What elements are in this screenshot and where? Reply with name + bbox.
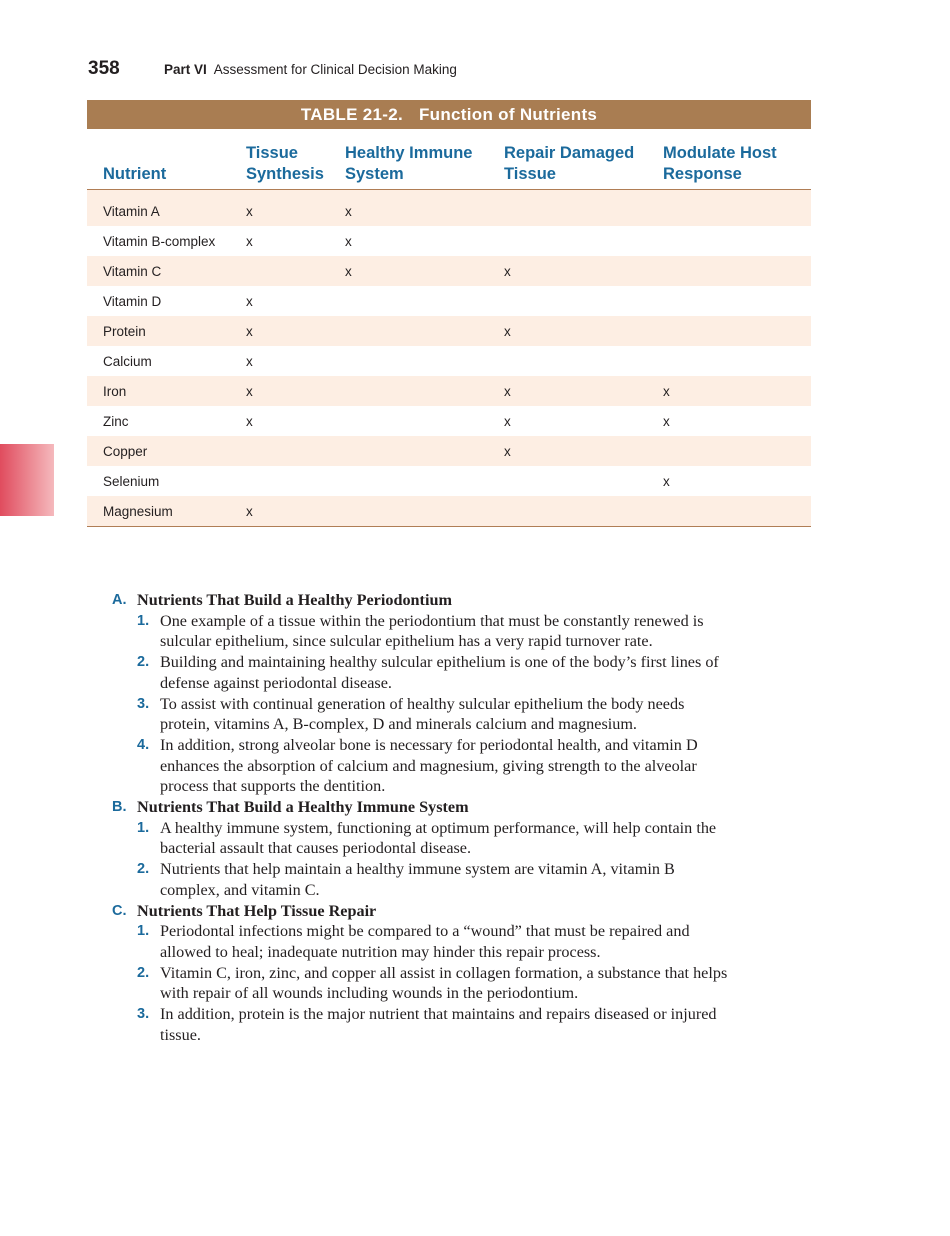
function-mark-cell <box>663 256 811 286</box>
part-label: Part VI <box>164 62 207 77</box>
page-number: 358 <box>88 58 120 79</box>
item-number: 4. <box>137 736 150 753</box>
item-number: 2. <box>137 964 150 981</box>
outline-item <box>137 694 732 735</box>
function-mark-cell: x <box>504 316 663 346</box>
item-number: 1. <box>137 819 150 836</box>
outline-item <box>137 652 732 693</box>
item-text: One example of a tissue within the periodontium that must be constantly renewed is sulcular epithelium, since sulcular epithelium has a very rapid turnover rate. <box>160 611 704 651</box>
item-number: 2. <box>137 654 150 671</box>
outline-item <box>137 859 732 900</box>
function-mark-cell <box>663 226 811 256</box>
column-header-line: Nutrient <box>103 164 167 183</box>
function-mark-cell <box>504 496 663 527</box>
column-header <box>663 129 811 189</box>
nutrient-name-cell: Calcium <box>103 353 152 369</box>
table-grid <box>87 129 811 527</box>
nutrient-name-cell: Vitamin D <box>103 293 162 309</box>
section-heading: Nutrients That Help Tissue Repair <box>137 901 377 920</box>
function-mark-cell <box>345 346 504 376</box>
item-text: In addition, protein is the major nutrient that maintains and repairs diseased or injured tissue. <box>160 1005 717 1044</box>
function-mark-cell: x <box>246 496 345 527</box>
function-mark-cell <box>663 316 811 346</box>
section-heading: Nutrients That Build a Healthy Periodontium <box>137 591 452 609</box>
table-row <box>87 406 811 436</box>
section-heading: Nutrients That Build a Healthy Immune System <box>137 798 469 817</box>
page-header <box>88 58 457 82</box>
table-row <box>87 316 811 346</box>
nutrient-name-cell: Protein <box>87 316 246 346</box>
table-row <box>87 286 811 316</box>
outline-section <box>112 797 732 901</box>
nutrient-name-cell: Iron <box>87 376 246 406</box>
function-mark-cell: x <box>246 233 253 249</box>
table-row <box>87 496 811 527</box>
function-mark-cell: x <box>246 413 253 429</box>
function-mark-cell <box>504 346 663 376</box>
function-mark-cell <box>663 286 811 316</box>
item-number: 3. <box>137 1006 150 1023</box>
table-row <box>87 376 811 406</box>
table-number: TABLE 21-2. <box>300 104 403 124</box>
function-mark-cell: x <box>663 413 670 429</box>
function-mark-cell <box>345 496 504 527</box>
outline-item <box>137 963 732 1004</box>
function-mark-cell <box>504 466 663 496</box>
item-number: 1. <box>137 923 150 940</box>
section-letter: B. <box>112 799 127 816</box>
function-mark-cell <box>345 316 504 346</box>
column-header <box>246 129 345 189</box>
item-number: 2. <box>137 861 150 878</box>
outline-section <box>112 590 732 797</box>
column-header-line: Response <box>663 164 742 183</box>
item-text: Nutrients that help maintain a healthy immune system are vitamin A, vitamin B complex, and vitamin C. <box>160 860 675 899</box>
table-title: Function of Nutrients <box>419 104 598 124</box>
outline-item <box>137 1004 732 1045</box>
function-mark-cell <box>504 286 663 316</box>
table-row <box>87 346 811 376</box>
column-header-line: Synthesis <box>246 164 324 183</box>
function-mark-cell <box>345 436 504 466</box>
part-title: Assessment for Clinical Decision Making <box>213 62 457 77</box>
nutrient-function-table <box>87 100 811 527</box>
nutrient-name-cell: Selenium <box>103 473 160 489</box>
nutrient-name-cell: Magnesium <box>87 496 246 527</box>
function-mark-cell: x <box>345 256 504 286</box>
column-header-line: Healthy Immune <box>345 143 473 162</box>
column-header <box>87 129 246 189</box>
function-mark-cell <box>504 189 663 226</box>
table-row <box>87 466 811 496</box>
function-mark-cell <box>345 466 504 496</box>
function-mark-cell <box>246 256 345 286</box>
nutrient-name-cell: Vitamin A <box>87 189 246 226</box>
table-row <box>87 436 811 466</box>
table-body <box>87 189 811 527</box>
column-header-line: Modulate Host <box>663 143 777 162</box>
nutrient-name-cell: Copper <box>87 436 246 466</box>
function-mark-cell: x <box>345 233 352 249</box>
column-header <box>345 129 504 189</box>
item-number: 1. <box>137 612 150 629</box>
function-mark-cell <box>663 346 811 376</box>
column-header <box>504 129 663 189</box>
function-mark-cell: x <box>246 353 253 369</box>
function-mark-cell: x <box>663 473 670 489</box>
table-row <box>87 256 811 286</box>
function-mark-cell <box>663 496 811 527</box>
function-mark-cell: x <box>504 376 663 406</box>
function-mark-cell: x <box>504 436 663 466</box>
column-header-line: System <box>345 164 404 183</box>
outline-content <box>112 590 732 1045</box>
outline-item <box>137 735 732 797</box>
function-mark-cell <box>663 189 811 226</box>
outline-item <box>137 921 732 962</box>
function-mark-cell <box>504 226 663 256</box>
item-text: Building and maintaining healthy sulcular epithelium is one of the body’s first lines of defense against periodontal disease. <box>160 653 719 692</box>
column-header-line: Tissue <box>504 164 556 183</box>
function-mark-cell: x <box>246 189 345 226</box>
function-mark-cell <box>246 436 345 466</box>
item-number: 3. <box>137 695 150 712</box>
section-letter: C. <box>112 902 127 919</box>
item-text: In addition, strong alveolar bone is necessary for periodontal health, and vitamin D enhances the absorption of calcium and magnesium, giving strength to the alveolar process that supports the dentition. <box>160 735 698 796</box>
chapter-side-tab <box>0 444 54 516</box>
item-text: Vitamin C, iron, zinc, and copper all assist in collagen formation, a substance that helps with repair of all wounds including wounds in the periodontium. <box>160 963 728 1003</box>
outline-item <box>137 611 732 652</box>
nutrient-name-cell: Vitamin C <box>87 256 246 286</box>
outline-item <box>137 818 732 859</box>
column-header-line: Tissue <box>246 143 298 162</box>
function-mark-cell: x <box>246 376 345 406</box>
column-header-line: Repair Damaged <box>504 143 635 162</box>
section-letter: A. <box>112 592 127 608</box>
function-mark-cell: x <box>504 256 663 286</box>
item-text: Periodontal infections might be compared to a “wound” that must be repaired and allowed to heal; inadequate nutrition may hinder this repair process. <box>160 922 690 961</box>
function-mark-cell: x <box>504 413 511 429</box>
function-mark-cell: x <box>663 376 811 406</box>
function-mark-cell: x <box>246 316 345 346</box>
function-mark-cell: x <box>246 293 253 309</box>
table-header-row <box>87 129 811 189</box>
nutrient-name-cell: Vitamin B-complex <box>103 233 216 249</box>
function-mark-cell <box>345 286 504 316</box>
nutrient-name-cell: Zinc <box>103 413 129 429</box>
function-mark-cell <box>663 436 811 466</box>
item-text: A healthy immune system, functioning at optimum performance, will help contain the bacterial assault that causes periodontal disease. <box>160 818 717 858</box>
table-row <box>87 226 811 256</box>
function-mark-cell <box>246 466 345 496</box>
function-mark-cell <box>345 376 504 406</box>
item-text: To assist with continual generation of healthy sulcular epithelium the body needs protein, vitamins A, B-complex, D and minerals calcium and magnesium. <box>160 694 685 734</box>
table-row <box>87 189 811 226</box>
function-mark-cell <box>345 406 504 436</box>
table-title-bar <box>87 100 811 129</box>
function-mark-cell: x <box>345 189 504 226</box>
outline-section <box>112 901 732 1046</box>
